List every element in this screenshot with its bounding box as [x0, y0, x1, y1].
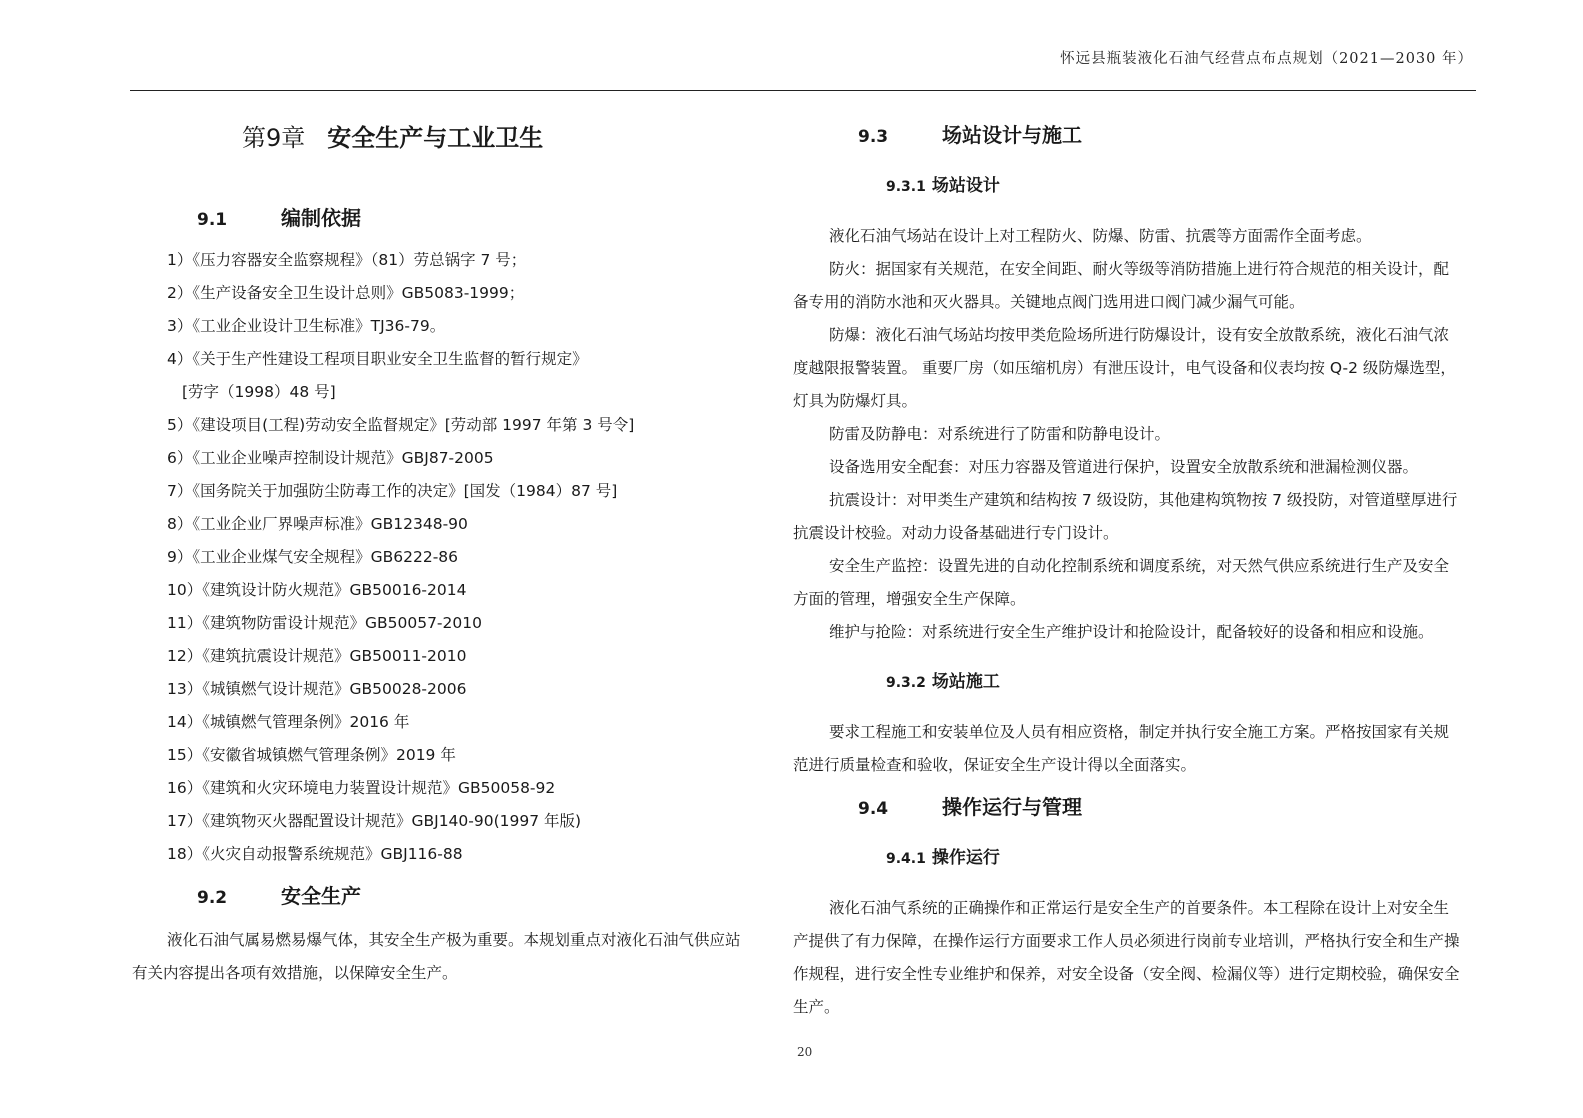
page-number: 20 — [797, 1045, 813, 1059]
section-title: 操作运行与管理 — [942, 795, 1082, 819]
paragraph-line: 防雷及防静电：对系统进行了防雷和防静电设计。 — [829, 425, 1171, 443]
reference-item: 16）《建筑和火灾环境电力装置设计规范》GB50058-92 — [167, 779, 556, 797]
reference-item: 13）《城镇燃气设计规范》GB50028-2006 — [167, 680, 467, 698]
paragraph-line: 液化石油气属易燃易爆气体，其安全生产极为重要。本规划重点对液化石油气供应站 — [167, 931, 741, 949]
reference-item: 18）《火灾自动报警系统规范》GBJ116-88 — [167, 845, 463, 863]
reference-item: 17）《建筑物灭火器配置设计规范》GBJ140-90(1997 年版) — [167, 812, 582, 830]
reference-item: 10）《建筑设计防火规范》GB50016-2014 — [167, 581, 467, 599]
section-heading-9-4 — [858, 791, 1082, 820]
reference-item: 6）《工业企业噪声控制设计规范》GBJ87-2005 — [167, 449, 494, 467]
section-heading-9-3 — [858, 119, 1082, 148]
paragraph-line: 度越限报警装置。 重要厂房（如压缩机房）有泄压设计，电气设备和仪表均按 Q-2 级防爆选型， — [793, 359, 1456, 377]
paragraph-line: 设备选用安全配套：对压力容器及管道进行保护，设置安全放散系统和泄漏检测仪器。 — [829, 458, 1419, 476]
section-title: 编制依据 — [281, 206, 361, 230]
subsection-heading-9-3-2 — [886, 667, 1000, 692]
subsection-number: 9.3.1 — [886, 179, 926, 195]
paragraph-line: 作规程，进行安全性专业维护和保养，对安全设备（安全阀、检漏仪等）进行定期校验，确保安全 — [793, 965, 1460, 983]
reference-item-continuation: [劳字（1998）48 号] — [182, 383, 336, 401]
reference-item: 7）《国务院关于加强防尘防毒工作的决定》[国发（1984）87 号] — [167, 482, 618, 500]
header-divider — [130, 90, 1476, 91]
paragraph-line: 生产。 — [793, 998, 840, 1016]
section-number: 9.3 — [858, 127, 889, 147]
reference-item: 3）《工业企业设计卫生标准》TJ36-79。 — [167, 317, 446, 335]
reference-item: 5）《建设项目(工程)劳动安全监督规定》[劳动部 1997 年第 3 号令] — [167, 416, 635, 434]
subsection-title: 场站设计 — [931, 176, 1000, 196]
section-number: 9.2 — [197, 888, 228, 908]
subsection-number: 9.4.1 — [886, 851, 926, 867]
paragraph-line: 备专用的消防水池和灭火器具。关键地点阀门选用进口阀门减少漏气可能。 — [793, 293, 1305, 311]
section-number: 9.4 — [858, 799, 889, 819]
chapter-number: 第9章 — [242, 124, 306, 152]
reference-item: 1）《压力容器安全监察规程》（81）劳总锅字 7 号； — [167, 251, 527, 269]
subsection-number: 9.3.2 — [886, 675, 926, 691]
subsection-heading-9-3-1 — [886, 171, 1000, 196]
reference-item: 15）《安徽省城镇燃气管理条例》2019 年 — [167, 746, 456, 764]
paragraph-line: 有关内容提出各项有效措施，以保障安全生产。 — [132, 964, 458, 982]
reference-item: 9）《工业企业煤气安全规程》GB6222-86 — [167, 548, 459, 566]
paragraph-line: 灯具为防爆灯具。 — [793, 392, 918, 410]
paragraph-line: 抗震设计：对甲类生产建筑和结构按 7 级设防，其他建构筑物按 7 级投防，对管道壁厚进行 — [829, 491, 1458, 509]
paragraph-line: 产提供了有力保障，在操作运行方面要求工作人员必须进行岗前专业培训，严格执行安全和生产操 — [793, 932, 1460, 950]
section-title: 安全生产 — [281, 884, 361, 908]
subsection-title: 场站施工 — [931, 672, 1000, 692]
paragraph-line: 维护与抢险：对系统进行安全生产维护设计和抢险设计，配备较好的设备和相应和设施。 — [829, 623, 1434, 641]
reference-item: 2）《生产设备安全卫生设计总则》GB5083-1999； — [167, 284, 525, 302]
paragraph-line: 防火：据国家有关规范，在安全间距、耐火等级等消防措施上进行符合规范的相关设计，配 — [829, 260, 1450, 278]
paragraph-line: 液化石油气场站在设计上对工程防火、防爆、防雷、抗震等方面需作全面考虑。 — [829, 227, 1372, 245]
reference-item: 4）《关于生产性建设工程项目职业安全卫生监督的暂行规定》 — [167, 350, 588, 368]
paragraph-line: 方面的管理，增强安全生产保障。 — [793, 590, 1026, 608]
paragraph-line: 安全生产监控：设置先进的自动化控制系统和调度系统，对天然气供应系统进行生产及安全 — [829, 557, 1450, 575]
section-heading-9-2 — [197, 880, 361, 909]
paragraph-line: 抗震设计校验。对动力设备基础进行专门设计。 — [793, 524, 1119, 542]
reference-item: 12）《建筑抗震设计规范》GB50011-2010 — [167, 647, 467, 665]
paragraph-line: 防爆：液化石油气场站均按甲类危险场所进行防爆设计，设有安全放散系统，液化石油气浓 — [829, 326, 1450, 344]
reference-item: 8）《工业企业厂界噪声标准》GB12348-90 — [167, 515, 468, 533]
paragraph-line: 范进行质量检查和验收，保证安全生产设计得以全面落实。 — [793, 756, 1197, 774]
subsection-title: 操作运行 — [931, 848, 1000, 868]
chapter-heading — [242, 118, 543, 153]
reference-item: 11）《建筑物防雷设计规范》GB50057-2010 — [167, 614, 482, 632]
paragraph-line: 要求工程施工和安装单位及人员有相应资格，制定并执行安全施工方案。严格按国家有关规 — [829, 723, 1450, 741]
subsection-heading-9-4-1 — [886, 843, 1000, 868]
chapter-title: 安全生产与工业卫生 — [327, 124, 544, 152]
section-title: 场站设计与施工 — [942, 123, 1082, 147]
paragraph-line: 液化石油气系统的正确操作和正常运行是安全生产的首要条件。本工程除在设计上对安全生 — [829, 899, 1450, 917]
section-number: 9.1 — [197, 210, 228, 230]
reference-item: 14）《城镇燃气管理条例》2016 年 — [167, 713, 410, 731]
running-header: 怀远县瓶装液化石油气经营点布点规划（2021—2030 年） — [1060, 51, 1473, 67]
section-heading-9-1 — [197, 202, 361, 231]
